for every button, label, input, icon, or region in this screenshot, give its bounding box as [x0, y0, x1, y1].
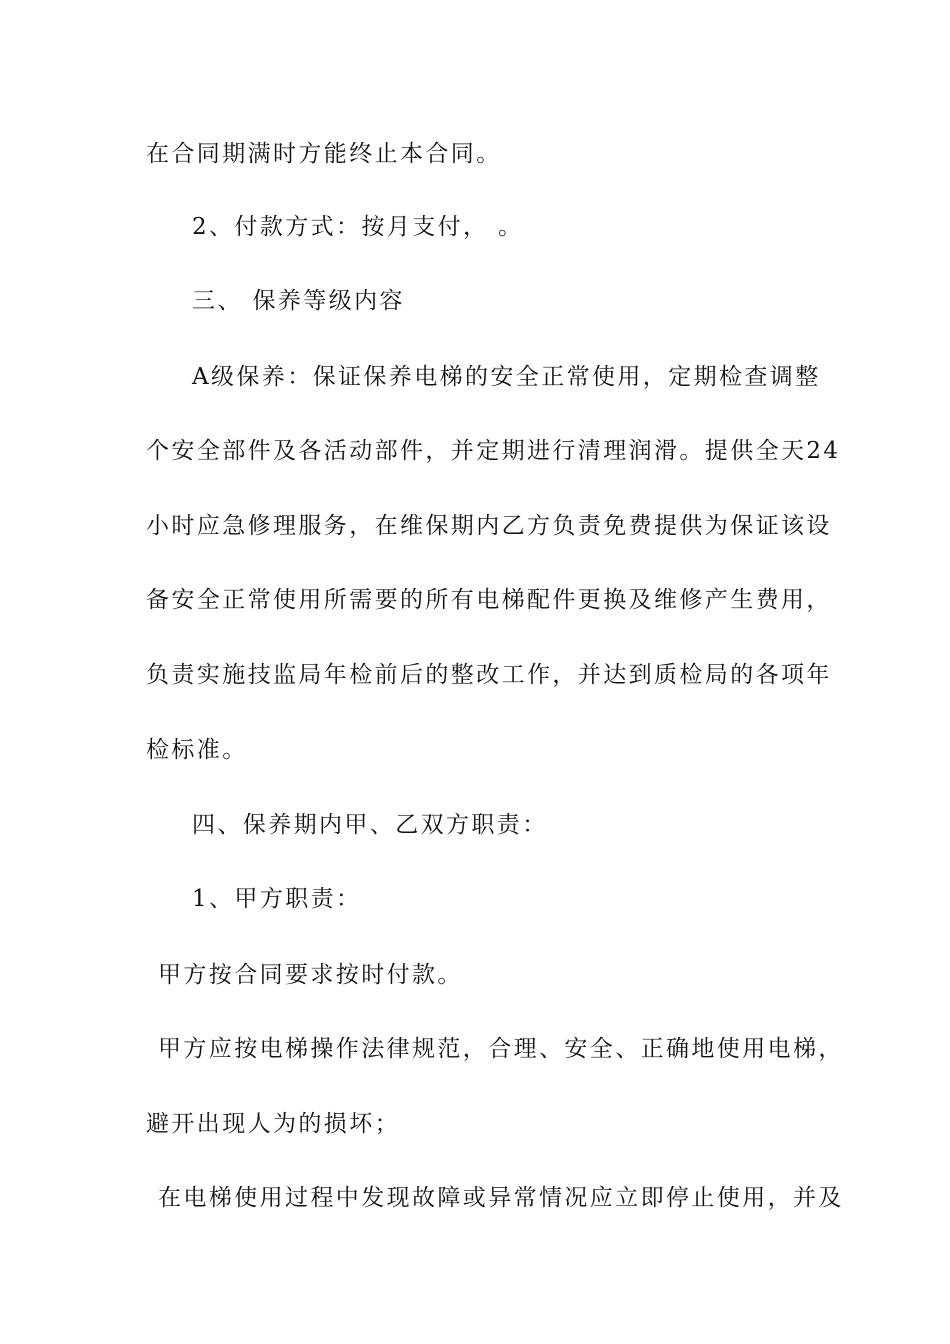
paragraph-line: A级保养：保证保养电梯的安全正常使用，定期检查调整 — [192, 364, 821, 390]
section-heading-responsibilities: 四、保养期内甲、乙双方职责： — [192, 812, 548, 838]
paragraph-line: 负责实施技监局年检前后的整改工作，并达到质检局的各项年 — [146, 662, 832, 688]
paragraph-line: 备安全正常使用所需要的所有电梯配件更换及维修产生费用， — [146, 587, 832, 613]
list-item: 在电梯使用过程中发现故障或异常情况应立即停止使用，并及 — [158, 1185, 844, 1211]
list-item: 甲方应按电梯操作法律规范，合理、安全、正确地使用电梯， — [158, 1036, 844, 1062]
paragraph-line: 个安全部件及各活动部件，并定期进行清理润滑。提供全天24 — [146, 438, 841, 464]
paragraph-line: 小时应急修理服务，在维保期内乙方负责免费提供为保证该设 — [146, 513, 832, 539]
subsection-heading-party-a: 1、甲方职责： — [192, 886, 362, 912]
list-item: 甲方按合同要求按时付款。 — [158, 962, 463, 988]
paragraph-line: 在合同期满时方能终止本合同。 — [146, 141, 502, 167]
paragraph-line: 避开出现人为的损坏； — [146, 1111, 400, 1137]
paragraph-line: 检标准。 — [146, 737, 248, 763]
section-heading-maintenance-level: 三、 保养等级内容 — [192, 288, 405, 314]
payment-method-line: 2、付款方式：按月支付， 。 — [192, 214, 524, 240]
